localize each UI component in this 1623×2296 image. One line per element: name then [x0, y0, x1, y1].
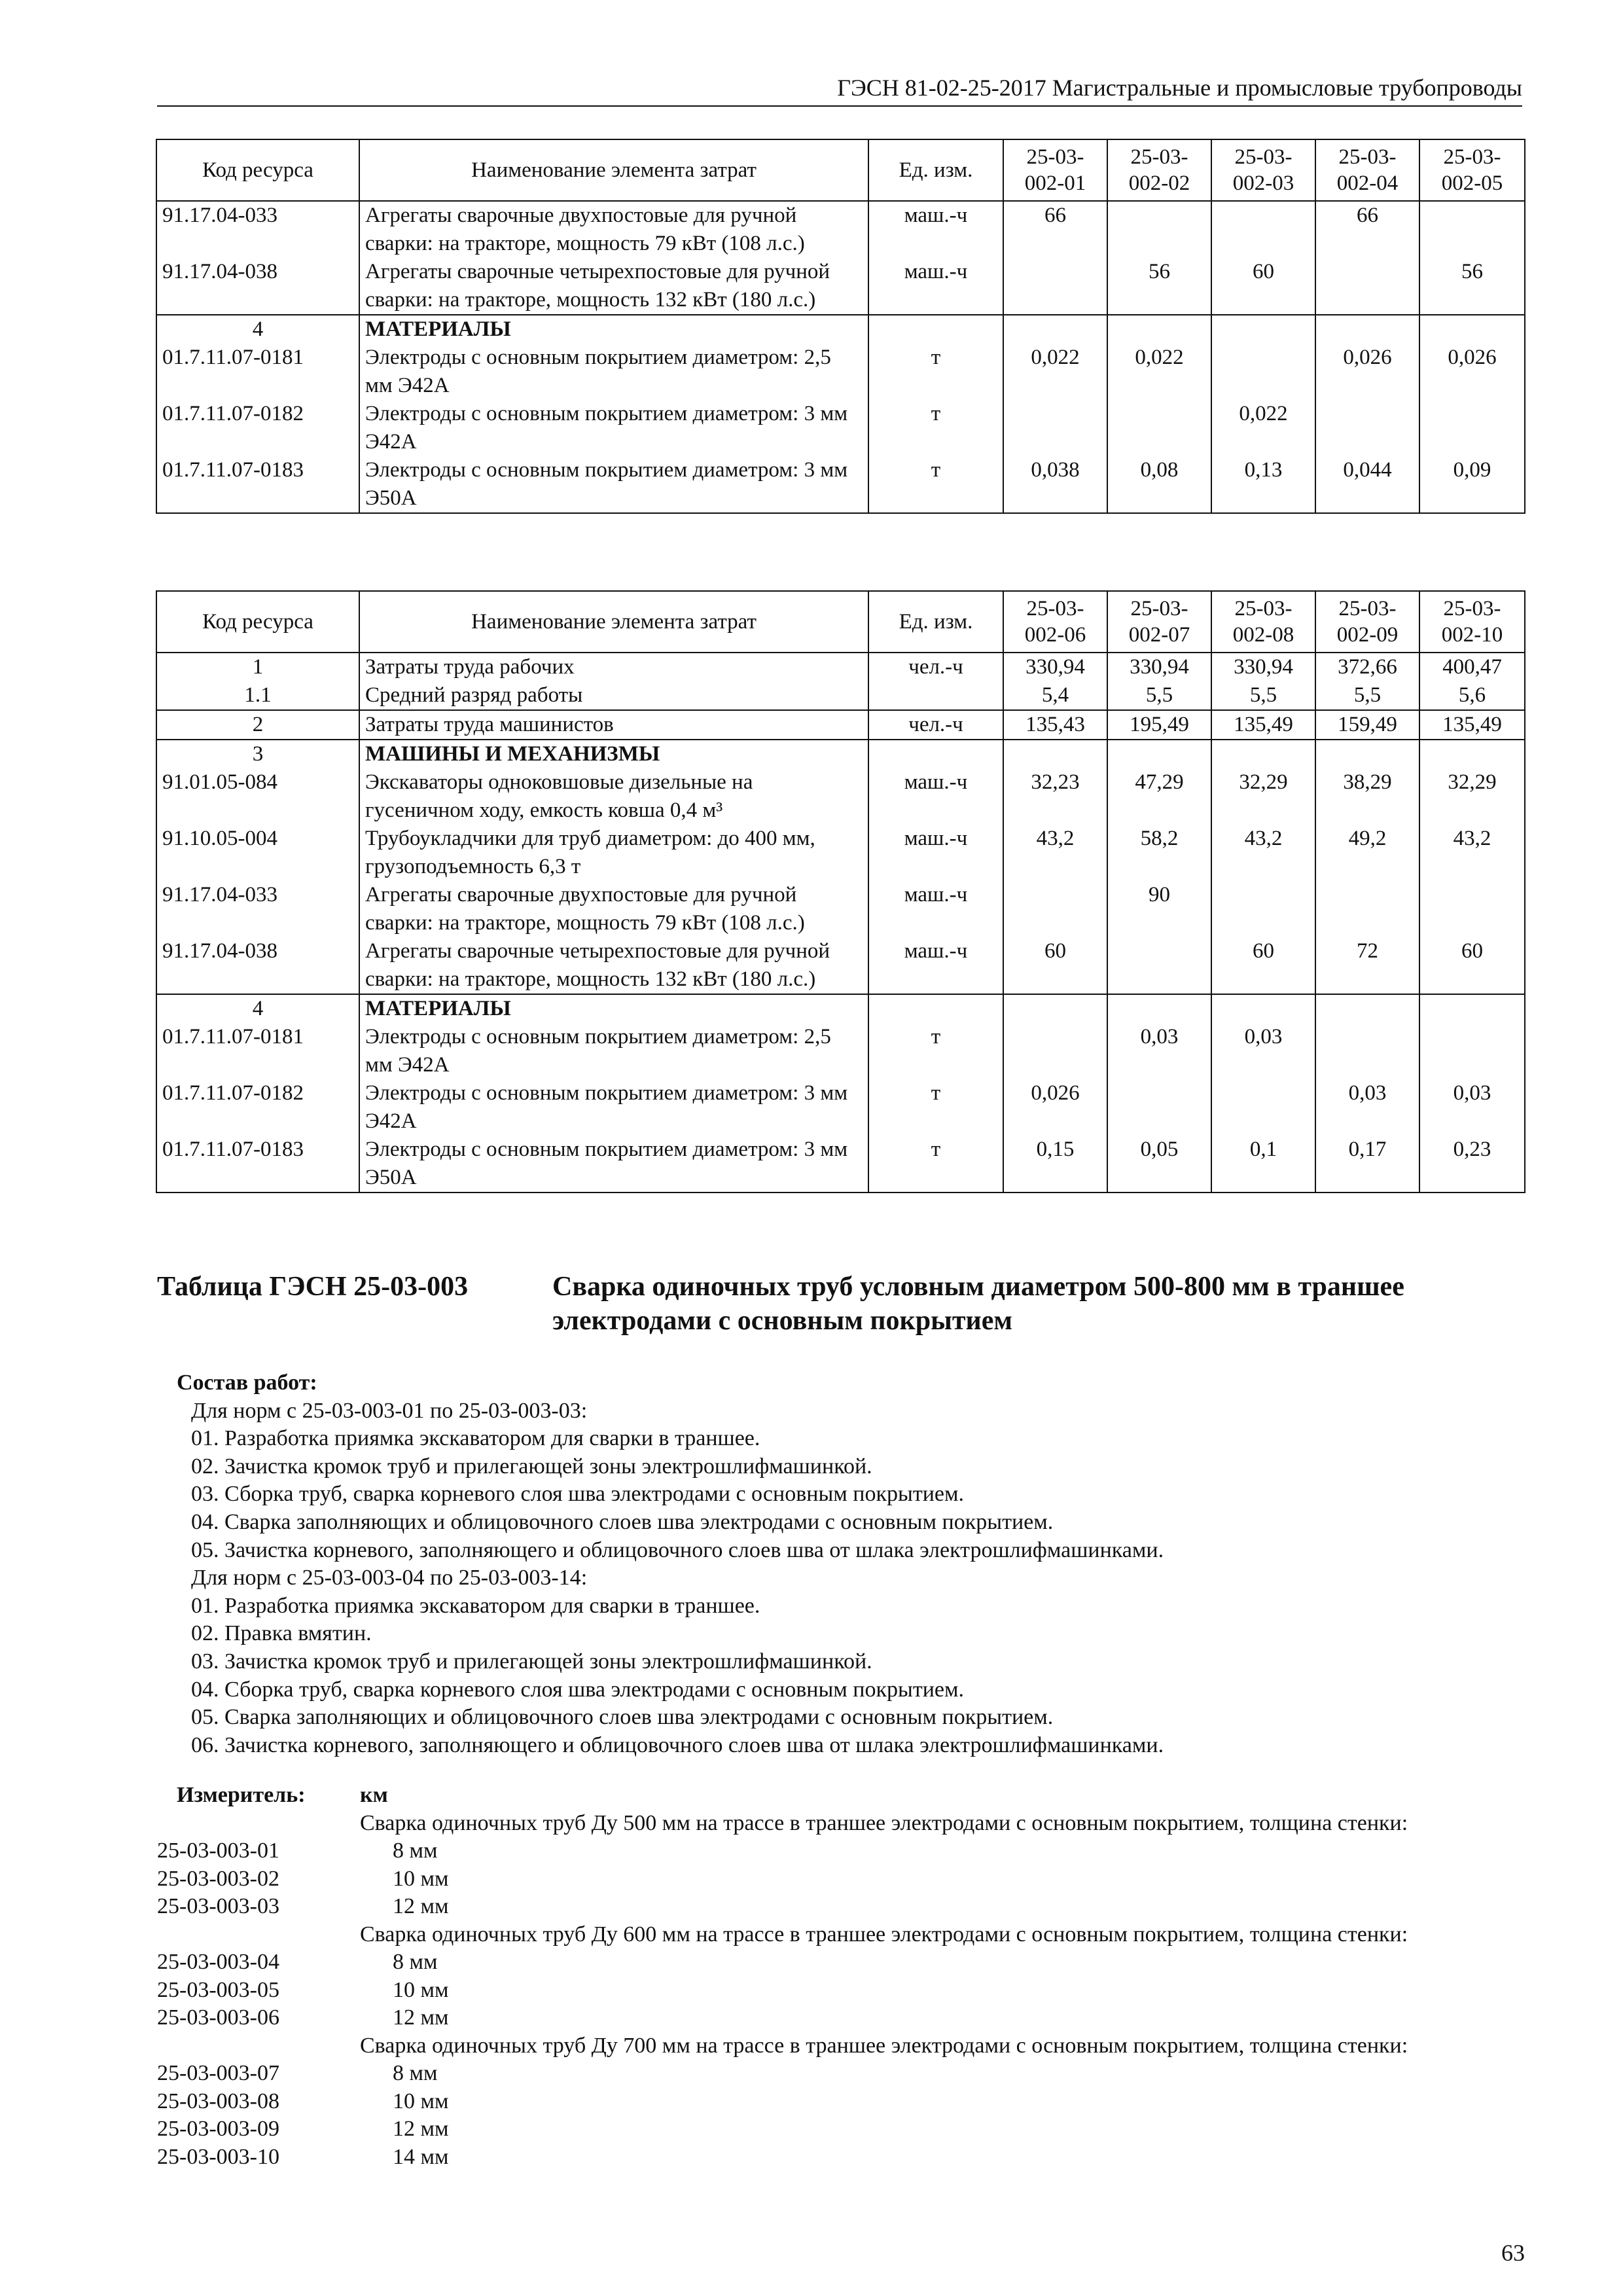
resource-name: Агрегаты сварочные четырехпостовые для ручной сварки: на тракторе, мощность 132 кВт (180 л.с.)	[359, 258, 868, 315]
resource-unit: т	[868, 344, 1003, 400]
resource-value	[1211, 344, 1315, 400]
resource-value: 0,09	[1419, 456, 1525, 513]
resource-code: 91.17.04-038	[156, 937, 359, 994]
wall-thickness: 8 мм	[393, 2061, 438, 2085]
resource-value	[1419, 400, 1525, 456]
meter-item	[157, 1948, 1525, 1977]
resource-unit	[868, 681, 1003, 710]
resource-unit: чел.-ч	[868, 710, 1003, 740]
meter-heading-row	[157, 1782, 1525, 1810]
work-step: 04. Сборка труб, сварка корневого слоя шва электродами с основным покрытием.	[191, 1677, 965, 1702]
resource-name: Агрегаты сварочные двухпостовые для ручной сварки: на тракторе, мощность 79 кВт (108 л.с.)	[359, 201, 868, 258]
page-number: 63	[1501, 2240, 1525, 2266]
work-step: 03. Сборка труб, сварка корневого слоя шва электродами с основным покрытием.	[191, 1482, 965, 1507]
column-header: 25-03- 002-03	[1211, 139, 1315, 201]
resource-value	[1107, 400, 1211, 456]
resource-value: 195,49	[1107, 710, 1211, 740]
resource-unit: чел.-ч	[868, 653, 1003, 681]
table-row	[156, 768, 1525, 825]
table-row	[156, 315, 1525, 344]
resource-value	[1419, 1023, 1525, 1079]
section-title: МАТЕРИАЛЫ	[365, 317, 511, 341]
norm-code: 25-03-003-02	[157, 1866, 279, 1891]
resource-value	[1003, 400, 1107, 456]
running-header: ГЭСН 81-02-25-2017 Магистральные и промысловые трубопроводы	[157, 73, 1522, 107]
resource-unit: т	[868, 400, 1003, 456]
resource-value: 135,49	[1419, 710, 1525, 740]
column-header: 25-03- 002-08	[1211, 591, 1315, 653]
resource-name: Трубоукладчики для труб диаметром: до 400 мм, грузоподъемность 6,3 т	[359, 825, 868, 881]
meter-group-title-row	[157, 1810, 1525, 1838]
resource-name: Электроды с основным покрытием диаметром: 2,5 мм Э42А	[359, 1023, 868, 1079]
resource-unit	[868, 315, 1003, 344]
resource-value: 0,15	[1003, 1136, 1107, 1193]
resource-value: 5,6	[1419, 681, 1525, 710]
table-row	[156, 344, 1525, 400]
work-step: 02. Зачистка кромок труб и прилегающей зоны электрошлифмашинкой.	[191, 1454, 872, 1479]
meter-group-title: Сварка одиночных труб Ду 700 мм на трассе в траншее электродами с основным покрытием, толщина стенки:	[360, 2033, 1408, 2058]
resource-value: 38,29	[1315, 768, 1419, 825]
work-step: Для норм с 25-03-003-01 по 25-03-003-03:	[191, 1398, 588, 1423]
meter-item	[157, 1977, 1525, 2005]
resource-value	[1419, 994, 1525, 1023]
wall-thickness: 10 мм	[393, 1977, 449, 2002]
work-step: 05. Сварка заполняющих и облицовочного слоев шва электродами с основным покрытием.	[191, 1705, 1054, 1730]
meter-item	[157, 2088, 1525, 2116]
resource-unit	[868, 994, 1003, 1023]
resource-code: 1.1	[156, 681, 359, 710]
norm-code: 25-03-003-05	[157, 1977, 279, 2002]
column-header: 25-03- 002-02	[1107, 139, 1211, 201]
resource-value	[1107, 315, 1211, 344]
wall-thickness: 12 мм	[393, 1894, 449, 1918]
resource-value	[1003, 881, 1107, 937]
meter-group-title: Сварка одиночных труб Ду 500 мм на трассе в траншее электродами с основным покрытием, толщина стенки:	[360, 1810, 1408, 1835]
resource-value: 0,03	[1107, 1023, 1211, 1079]
table-row	[156, 1136, 1525, 1193]
resource-value	[1419, 881, 1525, 937]
resource-value: 56	[1419, 258, 1525, 315]
column-header: 25-03- 002-10	[1419, 591, 1525, 653]
resource-value	[1315, 740, 1419, 768]
meter-item	[157, 1893, 1525, 1921]
column-header: Наименование элемента затрат	[359, 591, 868, 653]
work-step: 01. Разработка приямка экскаватором для сварки в траншее.	[191, 1426, 760, 1451]
work-step: 03. Зачистка кромок труб и прилегающей зоны электрошлифмашинкой.	[191, 1649, 872, 1674]
resource-value: 400,47	[1419, 653, 1525, 681]
work-step: 06. Зачистка корневого, заполняющего и облицовочного слоев шва от шлака электрошлифмашинками.	[191, 1732, 1164, 1757]
meter-item	[157, 2115, 1525, 2144]
table-header-row	[156, 591, 1525, 653]
resource-value	[1003, 994, 1107, 1023]
resource-value	[1315, 881, 1419, 937]
column-header: 25-03- 002-01	[1003, 139, 1107, 201]
resource-unit: маш.-ч	[868, 768, 1003, 825]
table-row	[156, 710, 1525, 740]
resource-value	[1419, 740, 1525, 768]
resource-unit: т	[868, 456, 1003, 513]
resource-value: 0,03	[1211, 1023, 1315, 1079]
work-step: 02. Правка вмятин.	[191, 1621, 372, 1646]
resource-name: Электроды с основным покрытием диаметром: 2,5 мм Э42А	[359, 344, 868, 400]
wall-thickness: 12 мм	[393, 2005, 449, 2030]
resource-value: 0,08	[1107, 456, 1211, 513]
table-title-label: Таблица ГЭСН 25-03-003	[157, 1272, 469, 1302]
resource-unit: т	[868, 1079, 1003, 1136]
resource-table-1	[156, 139, 1525, 514]
resource-unit: маш.-ч	[868, 825, 1003, 881]
resource-value: 0,044	[1315, 456, 1419, 513]
resource-value: 66	[1315, 201, 1419, 258]
resource-name: Электроды с основным покрытием диаметром: 3 мм Э50А	[359, 1136, 868, 1193]
wall-thickness: 14 мм	[393, 2144, 449, 2169]
resource-code: 4	[156, 315, 359, 344]
resource-code: 2	[156, 710, 359, 740]
table-header-row	[156, 139, 1525, 201]
resource-value: 56	[1107, 258, 1211, 315]
table-title-text: Сварка одиночных труб условным диаметром 500-800 мм в траншее электродами с основным покрытием	[552, 1272, 1404, 1336]
table-row	[156, 400, 1525, 456]
table-row	[156, 825, 1525, 881]
resource-code: 1	[156, 653, 359, 681]
resource-value: 0,05	[1107, 1136, 1211, 1193]
resource-code: 91.17.04-033	[156, 881, 359, 937]
work-step: Для норм с 25-03-003-04 по 25-03-003-14:	[191, 1566, 588, 1590]
resource-value	[1211, 740, 1315, 768]
work-composition-heading: Состав работ:	[177, 1371, 317, 1395]
column-header: Наименование элемента затрат	[359, 139, 868, 201]
column-header: Ед. изм.	[868, 139, 1003, 201]
meter-group-title: Сварка одиночных труб Ду 600 мм на трассе в траншее электродами с основным покрытием, толщина стенки:	[360, 1922, 1408, 1946]
resource-value: 159,49	[1315, 710, 1419, 740]
meter-unit: км	[360, 1783, 388, 1807]
resource-unit: т	[868, 1023, 1003, 1079]
resource-value	[1211, 881, 1315, 937]
norm-code: 25-03-003-08	[157, 2089, 279, 2113]
table-row	[156, 1079, 1525, 1136]
norm-code: 25-03-003-07	[157, 2061, 279, 2085]
resource-value: 47,29	[1107, 768, 1211, 825]
resource-unit: маш.-ч	[868, 937, 1003, 994]
resource-code: 01.7.11.07-0181	[156, 344, 359, 400]
resource-value: 32,23	[1003, 768, 1107, 825]
wall-thickness: 10 мм	[393, 2089, 449, 2113]
resource-value	[1107, 1079, 1211, 1136]
table-row	[156, 881, 1525, 937]
wall-thickness: 12 мм	[393, 2117, 449, 2141]
work-step: 04. Сварка заполняющих и облицовочного слоев шва электродами с основным покрытием.	[191, 1509, 1054, 1534]
table-row	[156, 994, 1525, 1023]
column-header: Ед. изм.	[868, 591, 1003, 653]
wall-thickness: 8 мм	[393, 1950, 438, 1974]
resource-value: 43,2	[1211, 825, 1315, 881]
resource-value: 330,94	[1003, 653, 1107, 681]
resource-value: 43,2	[1419, 825, 1525, 881]
resource-value: 0,13	[1211, 456, 1315, 513]
resource-value: 0,022	[1107, 344, 1211, 400]
table-row	[156, 653, 1525, 681]
resource-value	[1315, 258, 1419, 315]
table-row	[156, 201, 1525, 258]
resource-value: 60	[1211, 937, 1315, 994]
meter-group-title-row	[157, 2032, 1525, 2060]
norm-code: 25-03-003-03	[157, 1894, 279, 1918]
resource-code: 01.7.11.07-0182	[156, 400, 359, 456]
meter-item	[157, 1865, 1525, 1893]
column-header: Код ресурса	[156, 139, 359, 201]
resource-value: 5,4	[1003, 681, 1107, 710]
resource-value: 135,49	[1211, 710, 1315, 740]
norm-code: 25-03-003-01	[157, 1839, 279, 1863]
resource-unit: маш.-ч	[868, 258, 1003, 315]
norm-code: 25-03-003-06	[157, 2005, 279, 2030]
resource-value	[1107, 740, 1211, 768]
resource-code: 91.10.05-004	[156, 825, 359, 881]
resource-value: 0,17	[1315, 1136, 1419, 1193]
resource-name: Затраты труда рабочих	[359, 653, 868, 681]
resource-value: 0,1	[1211, 1136, 1315, 1193]
wall-thickness: 8 мм	[393, 1839, 438, 1863]
resource-value: 58,2	[1107, 825, 1211, 881]
table-row	[156, 1023, 1525, 1079]
resource-value	[1211, 201, 1315, 258]
resource-value	[1003, 315, 1107, 344]
table-row	[156, 456, 1525, 513]
meter-section	[157, 1782, 1525, 2171]
resource-value	[1315, 315, 1419, 344]
resource-value: 60	[1419, 937, 1525, 994]
resource-value	[1107, 937, 1211, 994]
resource-value: 43,2	[1003, 825, 1107, 881]
resource-value: 66	[1003, 201, 1107, 258]
resource-value: 372,66	[1315, 653, 1419, 681]
resource-value: 0,03	[1315, 1079, 1419, 1136]
resource-code: 91.01.05-084	[156, 768, 359, 825]
resource-code: 01.7.11.07-0182	[156, 1079, 359, 1136]
resource-value: 0,038	[1003, 456, 1107, 513]
meter-item	[157, 2004, 1525, 2032]
resource-code: 01.7.11.07-0183	[156, 456, 359, 513]
meter-group-title-row	[157, 1921, 1525, 1949]
resource-value	[1419, 315, 1525, 344]
resource-value: 0,23	[1419, 1136, 1525, 1193]
meter-label: Измеритель:	[177, 1783, 306, 1807]
work-step: 01. Разработка приямка экскаватором для сварки в траншее.	[191, 1593, 760, 1618]
resource-name: Экскаваторы одноковшовые дизельные на гусеничном ходу, емкость ковша 0,4 м³	[359, 768, 868, 825]
section-title: МАТЕРИАЛЫ	[365, 997, 511, 1020]
resource-table-2	[156, 590, 1525, 1193]
resource-code: 91.17.04-038	[156, 258, 359, 315]
resource-name: Электроды с основным покрытием диаметром: 3 мм Э42А	[359, 400, 868, 456]
resource-value: 0,022	[1211, 400, 1315, 456]
resource-value: 5,5	[1211, 681, 1315, 710]
resource-value	[1315, 994, 1419, 1023]
table-row	[156, 937, 1525, 994]
resource-value: 0,022	[1003, 344, 1107, 400]
column-header: Код ресурса	[156, 591, 359, 653]
resource-code: 3	[156, 740, 359, 768]
table-row	[156, 258, 1525, 315]
meter-item	[157, 1837, 1525, 1865]
column-header: 25-03- 002-04	[1315, 139, 1419, 201]
resource-code: 01.7.11.07-0183	[156, 1136, 359, 1193]
resource-value	[1003, 1023, 1107, 1079]
resource-value: 5,5	[1107, 681, 1211, 710]
resource-value: 135,43	[1003, 710, 1107, 740]
resource-unit: т	[868, 1136, 1003, 1193]
resource-value: 5,5	[1315, 681, 1419, 710]
resource-name: Электроды с основным покрытием диаметром: 3 мм Э42А	[359, 1079, 868, 1136]
norm-code: 25-03-003-10	[157, 2144, 279, 2169]
section-title: МАШИНЫ И МЕХАНИЗМЫ	[365, 742, 660, 766]
resource-value	[1003, 258, 1107, 315]
resource-value: 0,03	[1419, 1079, 1525, 1136]
resource-value	[1315, 400, 1419, 456]
resource-value	[1107, 994, 1211, 1023]
resource-value	[1419, 201, 1525, 258]
resource-code: 4	[156, 994, 359, 1023]
resource-unit: маш.-ч	[868, 881, 1003, 937]
resource-name: Агрегаты сварочные двухпостовые для ручной сварки: на тракторе, мощность 79 кВт (108 л.с.)	[359, 881, 868, 937]
resource-value: 72	[1315, 937, 1419, 994]
resource-name	[359, 994, 868, 1023]
resource-value: 49,2	[1315, 825, 1419, 881]
resource-code: 91.17.04-033	[156, 201, 359, 258]
column-header: 25-03- 002-06	[1003, 591, 1107, 653]
resource-unit	[868, 740, 1003, 768]
resource-value	[1003, 740, 1107, 768]
resource-value: 0,026	[1003, 1079, 1107, 1136]
column-header: 25-03- 002-05	[1419, 139, 1525, 201]
resource-name	[359, 740, 868, 768]
norm-code: 25-03-003-04	[157, 1950, 279, 1974]
norm-code: 25-03-003-09	[157, 2117, 279, 2141]
meter-item	[157, 2060, 1525, 2088]
resource-value: 32,29	[1419, 768, 1525, 825]
table-row	[156, 681, 1525, 710]
resource-value	[1315, 1023, 1419, 1079]
resource-name: Средний разряд работы	[359, 681, 868, 710]
resource-unit: маш.-ч	[868, 201, 1003, 258]
resource-name: Электроды с основным покрытием диаметром: 3 мм Э50А	[359, 456, 868, 513]
resource-value: 0,026	[1315, 344, 1419, 400]
resource-value	[1107, 201, 1211, 258]
column-header: 25-03- 002-07	[1107, 591, 1211, 653]
resource-value: 32,29	[1211, 768, 1315, 825]
resource-value: 60	[1003, 937, 1107, 994]
meter-item	[157, 2144, 1525, 2172]
resource-value	[1211, 315, 1315, 344]
resource-value: 60	[1211, 258, 1315, 315]
resource-value: 90	[1107, 881, 1211, 937]
column-header: 25-03- 002-09	[1315, 591, 1419, 653]
work-composition	[177, 1369, 1525, 1759]
resource-code: 01.7.11.07-0181	[156, 1023, 359, 1079]
resource-value	[1211, 994, 1315, 1023]
wall-thickness: 10 мм	[393, 1866, 449, 1891]
resource-value	[1211, 1079, 1315, 1136]
resource-name	[359, 315, 868, 344]
resource-value: 330,94	[1107, 653, 1211, 681]
resource-name: Агрегаты сварочные четырехпостовые для ручной сварки: на тракторе, мощность 132 кВт (180 л.с.)	[359, 937, 868, 994]
work-step: 05. Зачистка корневого, заполняющего и облицовочного слоев шва от шлака электрошлифмашинками.	[191, 1537, 1164, 1562]
table-row	[156, 740, 1525, 768]
resource-value: 330,94	[1211, 653, 1315, 681]
resource-value: 0,026	[1419, 344, 1525, 400]
resource-name: Затраты труда машинистов	[359, 710, 868, 740]
